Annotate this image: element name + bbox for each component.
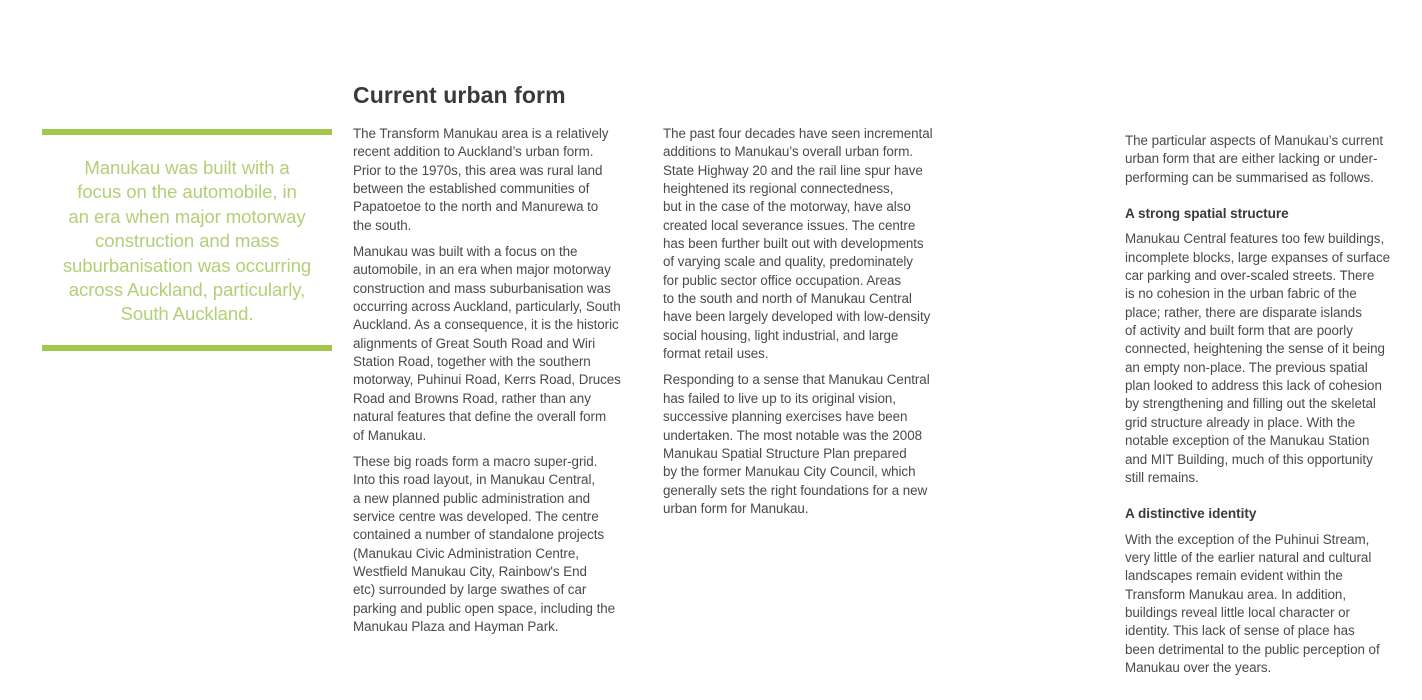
pull-quote bbox=[42, 129, 332, 351]
page-title: Current urban form bbox=[353, 82, 566, 108]
intro-paragraph: The particular aspects of Manukau’s current urban form that are either lacking or under- performing can be summarised as follows. bbox=[1125, 133, 1384, 185]
section-body-distinctive-identity: With the exception of the Puhinui Stream, very little of the earlier natural and cultural landscapes remain evident within the Transform Manukau area. In addition, buildings reveal little local character or identity. This lack of sense of place has been detrimental to the public perception of Manukau over the years. bbox=[1125, 531, 1380, 675]
paragraph: The past four decades have seen incremental additions to Manukau’s overall urban form. State Highway 20 and the rail line spur have heightened its regional connectedness, but in the case of the motorway, have also created local severance issues. The centre has been further built out with developments of varying scale and quality, predominately for public sector office occupation. Areas to the south and north of Manukau Central have been largely developed with low-density social housing, light industrial, and large format retail uses. bbox=[663, 126, 933, 362]
pull-quote-bottom-rule bbox=[42, 345, 332, 351]
text-column-3 bbox=[1125, 132, 1422, 695]
text-column-1 bbox=[353, 125, 653, 644]
paragraph: Responding to a sense that Manukau Central has failed to live up to its original vision, successive planning exercises have been undertaken. The most notable was the 2008 Manukau Spatial Structure Plan prepared by the former Manukau City Council, which generally sets the right foundations for a new urban form for Manukau. bbox=[663, 372, 930, 516]
section-heading-distinctive-identity: A distinctive identity bbox=[1125, 506, 1257, 522]
paragraph: The Transform Manukau area is a relatively recent addition to Auckland’s urban form. Prior to the 1970s, this area was rural land between the established communities of Papatoetoe to the north and Manurewa to the south. bbox=[353, 126, 609, 233]
section-body-spatial-structure: Manukau Central features too few buildings, incomplete blocks, large expanses of surface car parking and over-scaled streets. There is no cohesion in the urban fabric of the place; rather, there are disparate islands of activity and built form that are poorly connected, heightening the sense of it being an empty non-place. The previous spatial plan looked to address this lack of cohesion by strengthening and filling out the skeletal grid structure already in place. With the notable exception of the Manukau Station and MIT Building, much of this opportunity still remains. bbox=[1125, 231, 1391, 485]
section-heading-spatial-structure: A strong spatial structure bbox=[1125, 206, 1289, 222]
paragraph: These big roads form a macro super-grid. Into this road layout, in Manukau Central, a new planned public administration and service centre was developed. The centre contained a number of standalone projects (Manukau Civic Administration Centre, Westfield Manukau City, Rainbow's End etc) surrounded by large swathes of car parking and public open space, including the Manukau Plaza and Hayman Park. bbox=[353, 453, 616, 634]
paragraph: Manukau was built with a focus on the automobile, in an era when major motorway construction and mass suburbanisation was occurring across Auckland, particularly, South Auckland. As a consequence, it is the historic alignments of Great South Road and Wiri Station Road, together with the southern motorway, Puhinui Road, Kerrs Road, Druces Road and Browns Road, rather than any natural features that define the overall form of Manukau. bbox=[353, 244, 621, 443]
pull-quote-text: Manukau was built with a focus on the automobile, in an era when major motorway construction and mass suburbanisation was occurring across Auckland, particularly, South Auckland. bbox=[62, 157, 312, 325]
text-column-2 bbox=[663, 125, 963, 526]
